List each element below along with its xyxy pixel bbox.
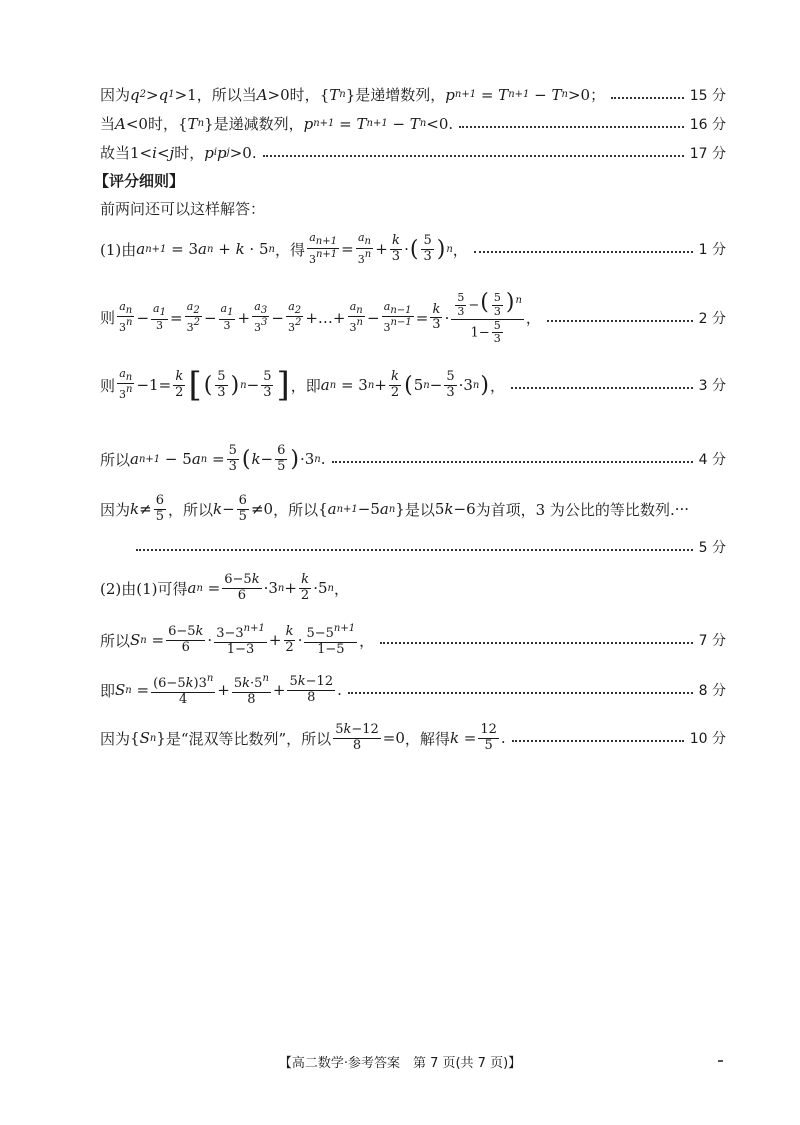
part1-step4: 所以 a n+1 − 5 a n = $\frac{5}{3}$ ( k − $\frac{6}{5}$ ) ·3 n . 4 分 — [100, 443, 726, 474]
score-label: 10 分 — [689, 731, 726, 748]
leader-dots — [332, 461, 693, 463]
part2-step2: 所以 S n = $\frac{6-5k}{6}$ · $\frac{3-3^{n+1}}{1-3}$ + $\frac{k}{2}$ · $\frac{5-5^{n+1}}{1-5}$ ， 7 分 — [100, 623, 726, 657]
leader-dots — [611, 97, 684, 99]
leader-dots — [136, 549, 693, 551]
score-label: 3 分 — [698, 378, 726, 394]
part1-step5: 因为 k ≠ $\frac{6}{5}$ ，所以 k − $\frac{6}{5}$ ≠0 ，所以 { a n+1 −5 a n } 是以 5 k −6 为首项，3 为公比的等比数列. ··· — [100, 493, 690, 524]
page-footer: 【高二数学·参考答案 第 7 页(共 7 页)】 — [278, 1056, 522, 1071]
corner-mark — [718, 1060, 723, 1062]
leader-dots — [512, 740, 684, 742]
part1-step5-score-line — [130, 537, 726, 557]
leader-dots — [547, 320, 693, 322]
part1-step2: 则 $\frac{a_n}{3^n}$ − $\frac{a_1}{3}$ = $\frac{a_2}{3^2}$ − $\frac{a_1}{3}$ + $\frac{a_3}{3^3}$ − $\frac{a_2}{3^2}$ +…+ $\frac{a_n}{3^n}$ − $\frac{a_{n-1}}{3^{n-1}}$ = $\frac{k}{3}$ · $\frac{5}{3}$ −( $\frac{5}{3}$ )$^n$ 1− $\frac{5}{3}$ ， 2 分 — [100, 290, 726, 346]
score-label: 1 分 — [698, 242, 726, 259]
section-heading: 【评分细则】 — [94, 172, 185, 190]
part2-step4: 因为 { S n } 是“混双等比数列”，所以 $\frac{5k-12}{8}$ =0 ，解得 k = $\frac{12}{5}$ . 10 分 — [100, 722, 726, 753]
intro-text: 前两问还可以这样解答： — [100, 200, 266, 218]
score-label: 4 分 — [698, 452, 726, 469]
part2-step3: 即 S n = $\frac{(6-5k)3^n}{4}$ + $\frac{5k\cdot 5^n}{8}$ + $\frac{5k-12}{8}$ . 8 分 — [100, 673, 726, 707]
leader-dots — [511, 387, 693, 389]
part1-step3: 则 $\frac{a_n}{3^n}$ −1= $\frac{k}{2}$ [ ( $\frac{5}{3}$ ) n − $\frac{5}{3}$ ] ，即 a n = 3 n + $\frac{k}{2}$ ( 5 n − $\frac{5}{3}$ ·3 n ) ， 3 分 — [100, 365, 726, 405]
leader-dots — [263, 155, 684, 157]
score-label: 16 分 — [689, 116, 726, 133]
solution-line-3: 故当 1< i < j 时， p i p j >0. 17 分 — [100, 143, 726, 162]
leader-dots — [348, 692, 693, 694]
solution-line-2: 当 A <0 时， { T n } 是递减数列， p n+1 = T n+1 − T n <0. 16 分 — [100, 114, 726, 133]
solution-line-1: 因为 q 2 > q 1 >1 ，所以当 A >0 时， { T n } 是递增数列， p n+1 = T n+1 − T n >0 ； 15 分 — [100, 85, 726, 104]
score-label: 17 分 — [689, 145, 726, 162]
score-label: 7 分 — [698, 633, 726, 650]
leader-dots — [474, 251, 693, 253]
score-label: 8 分 — [698, 683, 726, 700]
part2-step1: (2)由(1)可得 a n = $\frac{6-5k}{6}$ ·3 n + $\frac{k}{2}$ ·5 n ， — [100, 572, 349, 603]
leader-dots — [380, 642, 693, 644]
score-label: 5 分 — [698, 540, 726, 556]
score-label: 2 分 — [698, 310, 726, 327]
score-label: 15 分 — [689, 87, 726, 104]
part1-step1: (1)由 a n+1 = 3 a n + k · 5 n ，得 $\frac{a_{n+1}}{3^{n+1}}$ = $\frac{a_n}{3^n}$ + $\frac{k}{3}$ · ( $\frac{5}{3}$ ) n ， 1 分 — [100, 231, 726, 266]
leader-dots — [459, 126, 684, 128]
